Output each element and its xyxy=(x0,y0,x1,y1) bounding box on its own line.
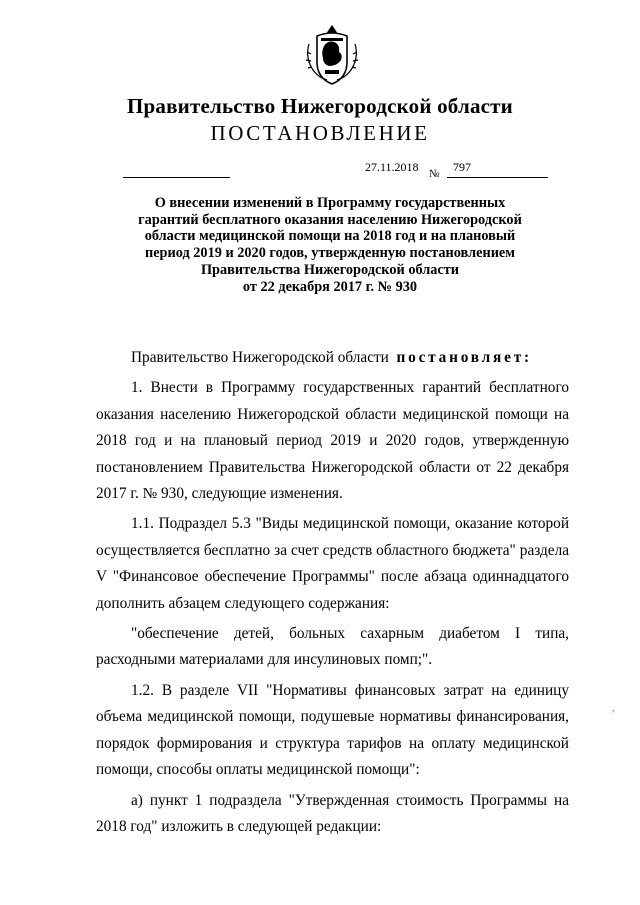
paragraph-1-1: 1.1. Подраздел 5.3 "Виды медицинской помощи, оказание которой осуществляется бесплатно за счет средств областного бюджета" раздела V "Финансовое обеспечение Программы" после абзаца одиннадцатого дополнить абзацем следующего содержания: xyxy=(96,515,569,612)
title-line: от 22 декабря 2017 г. № 930 xyxy=(242,278,418,295)
decree-word: постановляет: xyxy=(396,349,532,366)
number-sign: № xyxy=(429,168,440,180)
paragraph-1-2: 1.2. В разделе VII "Нормативы финансовых затрат на единицу объема медицинской помощи, подушевые нормативы финансирования, порядок формирования и структура тарифов на оплату медицинской помощи, способы оплаты медицинской помощи": xyxy=(96,681,569,779)
number-underline xyxy=(447,177,548,178)
quoted-paragraph: "обеспечение детей, больных сахарным диабетом I типа, расходными материалами для инсулиновых помп;". xyxy=(96,625,569,669)
document-date: 27.11.2018 xyxy=(365,160,419,174)
paragraph-1: 1. Внести в Программу государственных гарантий бесплатного оказания населению Нижегородской области медицинской помощи на 2018 год и на плановый период 2019 и 2020 годов, утвержденную постановлением Правительства Нижегородской области от 22 декабря 2017 г. № 930, следующие изменения. xyxy=(96,379,569,503)
margin-mark: , xyxy=(612,703,615,713)
signature-line-left xyxy=(123,177,230,178)
paragraph-a: а) пункт 1 подраздела "Утвержденная стоимость Программы на 2018 год" изложить в следующей редакции: xyxy=(96,791,569,835)
title-line: Правительства Нижегородской области xyxy=(200,261,460,278)
coat-of-arms-emblem xyxy=(303,22,361,88)
title-line: области медицинской помощи на 2018 год и на плановый xyxy=(144,228,516,245)
document-body xyxy=(96,345,569,844)
intro-text: Правительство Нижегородской области xyxy=(131,349,389,366)
decree-intro xyxy=(96,345,569,371)
title-line: О внесении изменений в Программу государственных xyxy=(154,195,506,211)
document-type: ПОСТАНОВЛЕНИЕ xyxy=(210,121,430,145)
document-number: 797 xyxy=(453,160,471,174)
title-line: гарантий бесплатного оказания населению Нижегородской xyxy=(138,211,522,228)
title-line: период 2019 и 2020 годов, утвержденную постановлением xyxy=(144,245,516,262)
document-title xyxy=(80,195,580,295)
government-name: Правительство Нижегородской области xyxy=(127,94,513,118)
